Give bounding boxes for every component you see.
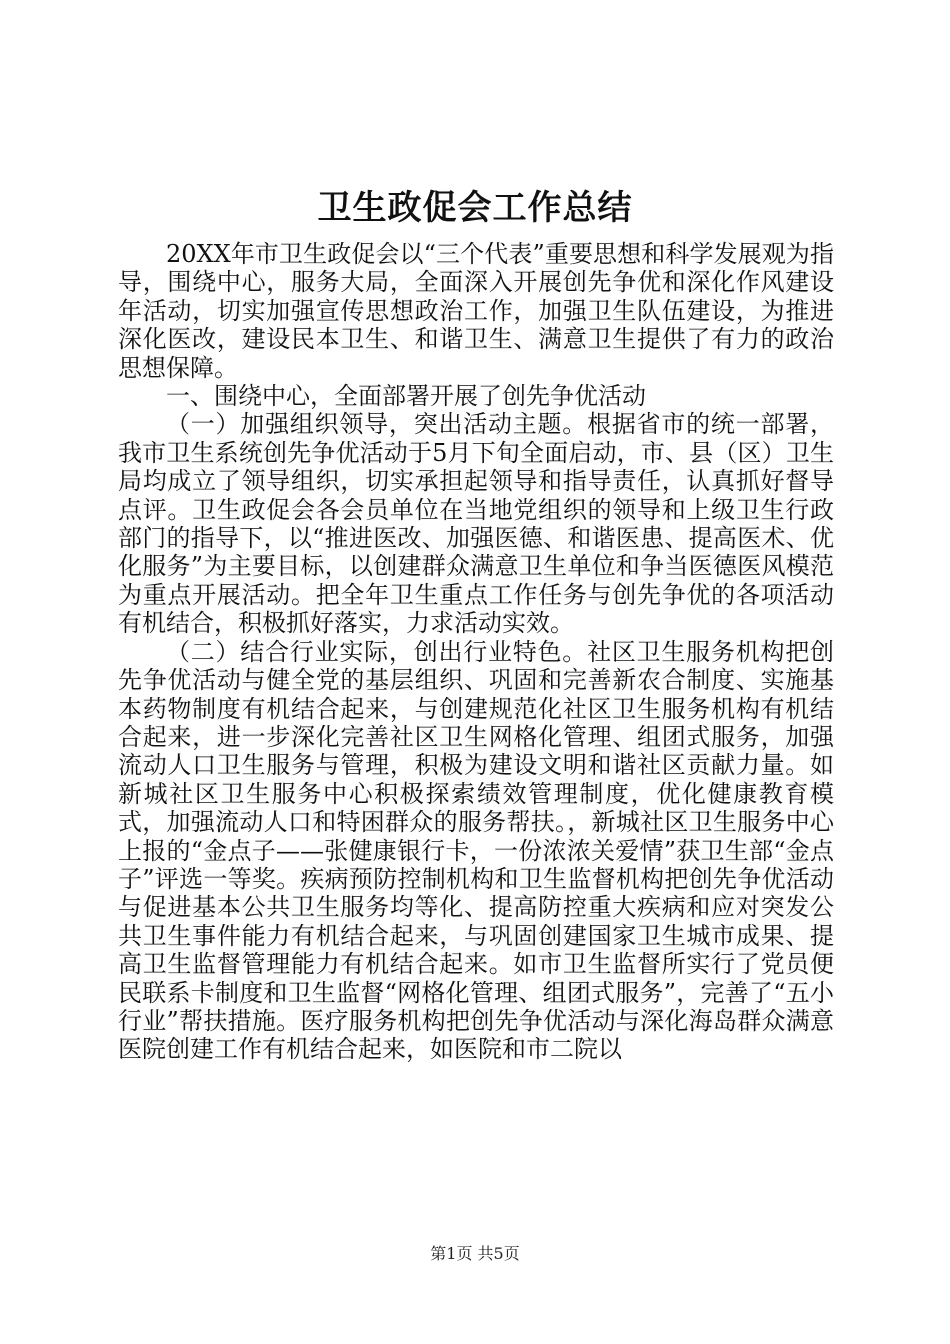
page-number: 第1页 共5页 <box>430 1244 520 1263</box>
subsection-paragraph-2: （二）结合行业实际，创出行业特色。社区卫生服务机构把创先争优活动与健全党的基层组织、巩固和完善新农合制度、实施基本药物制度有机结合起来，与创建规范化社区卫生服务机构有机结合起来，进一步深化完善社区卫生网格化管理、组团式服务，加强流动人口卫生服务与管理，积极为建设文明和谐社区贡献力量。如新城社区卫生服务中心积极探索绩效管理制度，优化健康教育模式，加强流动人口和特困群众的服务帮扶。，新城社区卫生服务中心上报的“金点子——张健康银行卡，一份浓浓关爱情”获卫生部“金点子”评选一等奖。疾病预防控制机构和卫生监督机构把创先争优活动与促进基本公共卫生服务均等化、提高防控重大疾病和应对突发公共卫生事件能力有机结合起来，与巩固创建国家卫生城市成果、提高卫生监督管理能力有机结合起来。如市卫生监督所实行了党员便民联系卡制度和卫生监督“网格化管理、组团式服务”，完善了“五小行业”帮扶措施。医疗服务机构把创先争优活动与深化海岛群众满意医院创建工作有机结合起来，如医院和市二院以 <box>118 637 834 1064</box>
document-body <box>118 240 834 1064</box>
document-title: 卫生政促会工作总结 <box>317 188 633 228</box>
intro-paragraph: 20XX年市卫生政促会以“三个代表”重要思想和科学发展观为指导，围绕中心，服务大局，全面深入开展创先争优和深化作风建设年活动，切实加强宣传思想政治工作，加强卫生队伍建设，为推进深化医改，建设民本卫生、和谐卫生、满意卫生提供了有力的政治思想保障。 <box>118 240 834 382</box>
subsection-paragraph-1: （一）加强组织领导，突出活动主题。根据省市的统一部署，我市卫生系统创先争优活动于5月下旬全面启动，市、县（区）卫生局均成立了领导组织，切实承担起领导和指导责任，认真抓好督导点评。卫生政促会各会员单位在当地党组织的领导和上级卫生行政部门的指导下，以“推进医改、加强医德、和谐医患、提高医术、优化服务”为主要目标，以创建群众满意卫生单位和争当医德医风模范为重点开展活动。把全年卫生重点工作任务与创先争优的各项活动有机结合，积极抓好落实，力求活动实效。 <box>118 410 834 638</box>
section-heading: 一、围绕中心，全面部署开展了创先争优活动 <box>166 382 646 411</box>
